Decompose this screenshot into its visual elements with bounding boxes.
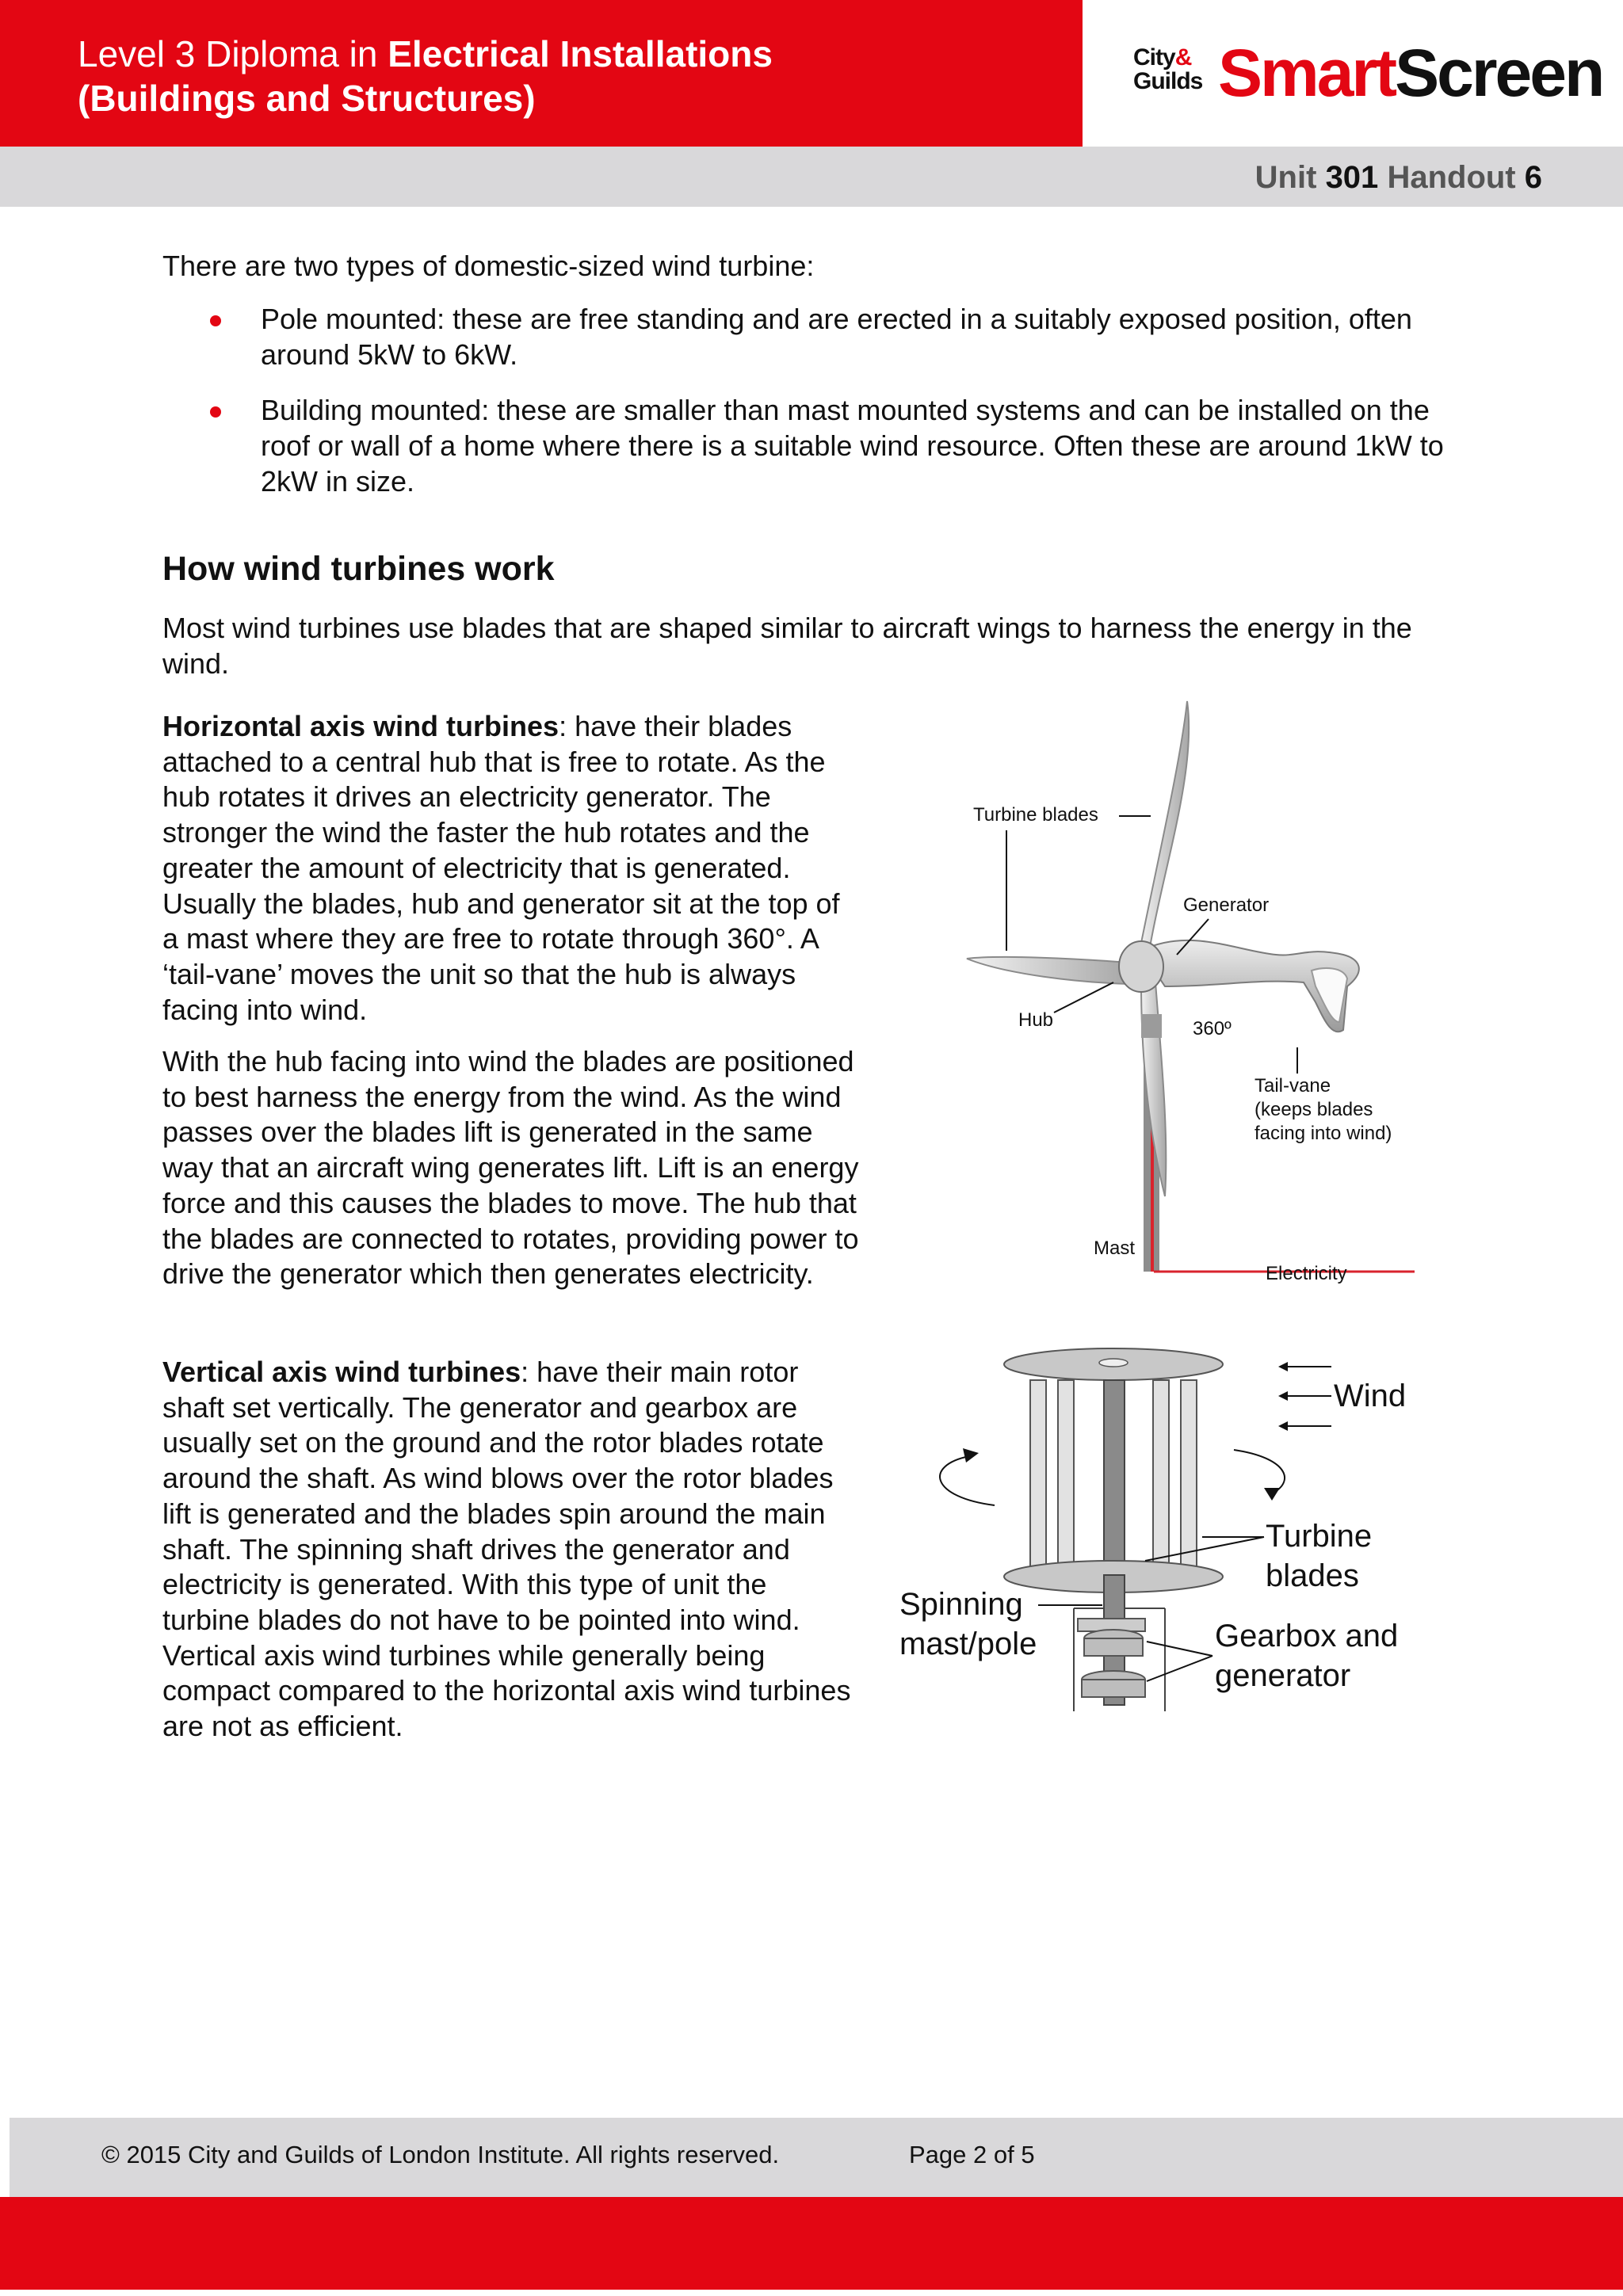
turbine-types-list (162, 301, 1470, 519)
label-wind: Wind (1334, 1379, 1407, 1413)
rotor-blade (1153, 1380, 1169, 1578)
blade-upper (1140, 701, 1189, 951)
vertical-axis-paragraph: Vertical axis wind turbines: have their main rotor shaft set vertically. The generator and gearbox are usually set on the ground and the rotor blades rotate around the shaft. As wind blows over the rotor blades lift is generated and the blades spin around the main shaft. The spinning shaft drives the generator and electricity is generated. With this type of unit the turbine blades do not have to be pointed into wind. Vertical axis wind turbines while generally being compact compared to the horizontal axis wind turbines are not as efficient. (162, 1356, 851, 1743)
label-turbine-blades: Turbine blades (973, 804, 1098, 826)
course-title-bold: Electrical Installations (388, 33, 773, 74)
label-tail-vane-2: (keeps blades (1254, 1099, 1373, 1120)
label-hub: Hub (1018, 1009, 1054, 1031)
course-title (78, 32, 773, 120)
horizontal-axis-paragraph: Horizontal axis wind turbines: have their blades attached to a central hub that is free to rotate. As the hub rotates it drives an electricity generator. The stronger the wind the faster the hub rotates and the greater the amount of electricity that is generated. Usually the blades, hub and generator sit at the top of a mast where they are free to rotate through 360°. A ‘tail-vane’ moves the unit so that the hub is always facing into wind. (162, 710, 840, 1026)
intro-text: There are two types of domestic-sized wind turbine: (162, 250, 815, 282)
section-heading: How wind turbines work (162, 550, 555, 588)
label-mast: Mast (1094, 1238, 1136, 1259)
list-item: Building mounted: these are smaller than mast mounted systems and can be installed on the roof or wall of a home where there is a suitable wind resource. Often these are around 1kW to 2kW in size. (162, 392, 1470, 499)
lift-paragraph: With the hub facing into wind the blades are positioned to best harness the energy from the wind. As the wind passes over the blades lift is generated in the same way that an aircraft wing generates lift. Lift is an energy force and this causes the blades to move. The hub that the blades are connected to rotates, providing power to drive the generator which then generates electricity. (162, 1045, 859, 1291)
unit-handout-label: Unit 301 Handout 6 (1254, 160, 1542, 195)
smartscreen-logo: SmartScreen (1218, 36, 1603, 110)
section-intro: Most wind turbines use blades that are shaped similar to aircraft wings to harness the energy in the wind. (162, 612, 1412, 680)
rotor-blade (1181, 1380, 1197, 1578)
bullet-icon (210, 315, 221, 326)
rotor-blade (1058, 1380, 1074, 1578)
list-item: Pole mounted: these are free standing and are erected in a suitably exposed position, often around 5kW to 6kW. (162, 301, 1470, 372)
label-turbine: Turbine (1266, 1519, 1373, 1554)
hub-shape (1119, 941, 1163, 992)
horizontal-turbine-diagram (903, 689, 1426, 1299)
label-blades: blades (1266, 1558, 1359, 1593)
rotor-blade (1030, 1380, 1046, 1578)
blade-left (967, 957, 1129, 984)
label-electricity: Electricity (1266, 1263, 1347, 1284)
copyright-text: © 2015 City and Guilds of London Institute. All rights reserved. (101, 2141, 780, 2168)
course-title-line2: (Buildings and Structures) (78, 78, 536, 119)
city-guilds-logo: City& Guilds (1133, 44, 1203, 94)
label-spinning: Spinning (899, 1587, 1023, 1622)
label-generator: Generator (1183, 894, 1270, 916)
vertical-turbine-diagram (892, 1339, 1438, 1719)
label-tail-vane-1: Tail-vane (1254, 1075, 1331, 1097)
label-gearbox: Gearbox and (1215, 1619, 1399, 1653)
course-title-prefix: Level 3 Diploma in (78, 33, 388, 74)
label-mast-pole: mast/pole (899, 1627, 1037, 1661)
label-generator: generator (1215, 1658, 1351, 1693)
label-tail-vane-3: facing into wind) (1254, 1123, 1392, 1144)
footer-red-bar (0, 2197, 1623, 2290)
bullet-icon (210, 406, 221, 418)
label-360: 360º (1193, 1018, 1232, 1039)
page-number: Page 2 of 5 (909, 2141, 1035, 2168)
